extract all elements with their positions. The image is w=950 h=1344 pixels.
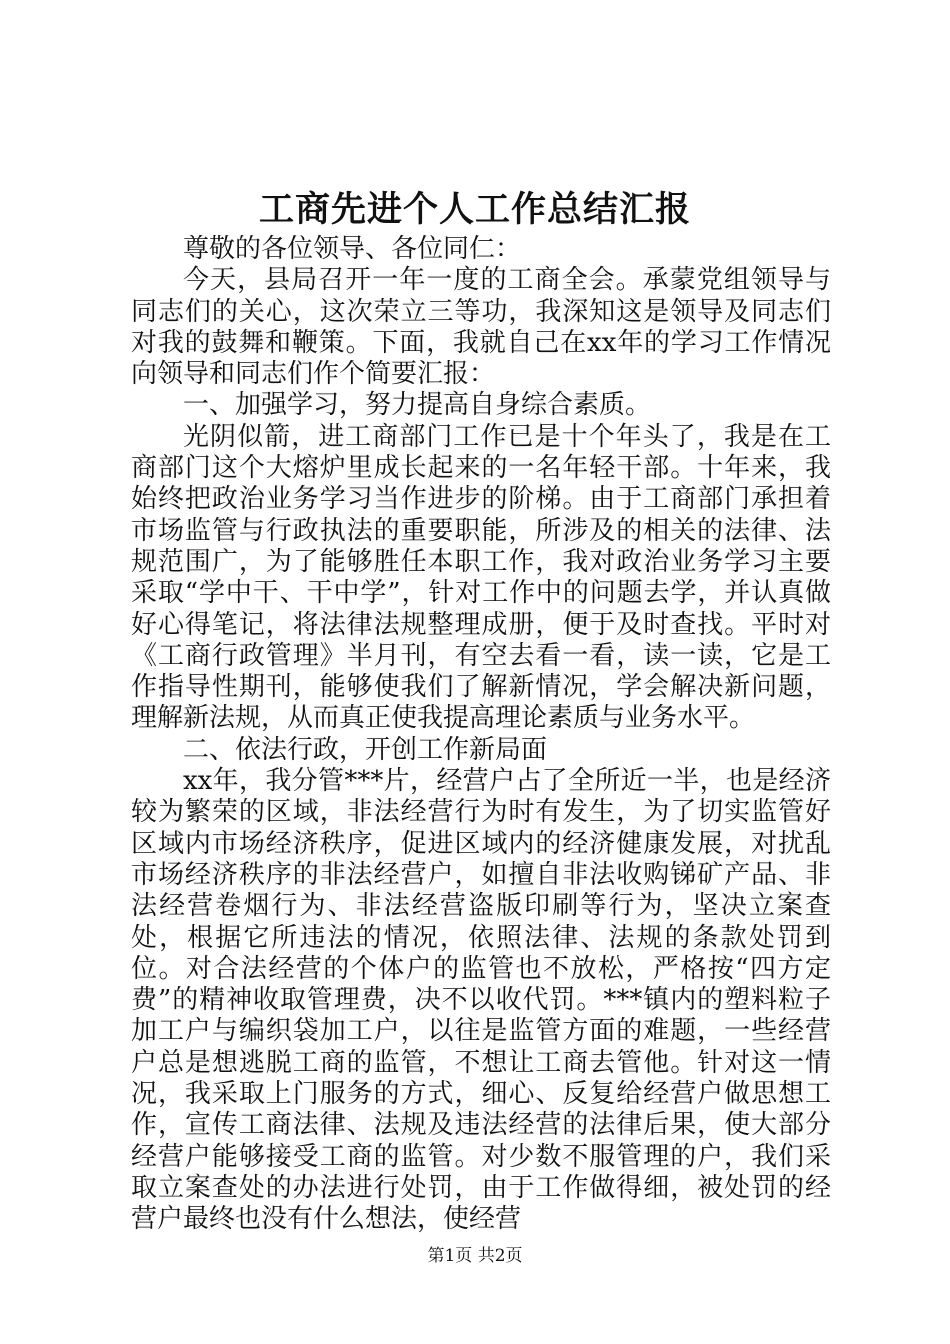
- page-number: 第1页 共2页: [427, 1246, 523, 1266]
- salutation-paragraph: 尊敬的各位领导、各位同仁：: [183, 234, 522, 264]
- intro-paragraph: 今天，县局召开一年一度的工商全会。承蒙党组领导与同志们的关心，这次荣立三等功，我深知这是领导及同志们对我的鼓舞和鞭策。下面，我就自己在xx年的学习工作情况向领导和同志们作个简要汇报：: [131, 265, 831, 390]
- document-title: 工商先进个人工作总结汇报: [258, 189, 691, 230]
- section-1-paragraph: 光阴似箭，进工商部门工作已是十个年头了，我是在工商部门这个大熔炉里成长起来的一名年轻干部。十年来，我始终把政治业务学习当作进步的阶梯。由于工商部门承担着市场监管与行政执法的重要职能，所涉及的相关的法律、法规范围广，为了能够胜任本职工作，我对政治业务学习主要采取“学中干、干中学”，针对工作中的问题去学，并认真做好心得笔记，将法律法规整理成册，便于及时查找。平时对《工商行政管理》半月刊，有空去看一看，读一读，它是工作指导性期刊，能够使我们了解新情况，学会解决新问题，理解新法规，从而真正使我提高理论素质与业务水平。: [131, 421, 831, 734]
- section-2-paragraph: xx年，我分管***片，经营户占了全所近一半，也是经济较为繁荣的区域，非法经营行为时有发生，为了切实监管好区域内市场经济秩序，促进区域内的经济健康发展，对扰乱市场经济秩序的非法经营户，如擅自非法收购锑矿产品、非法经营卷烟行为、非法经营盗版印刷等行为，坚决立案查处，根据它所违法的情况，依照法律、法规的条款处罚到位。对合法经营的个体户的监管也不放松，严格按“四方定费”的精神收取管理费，决不以收代罚。***镇内的塑料粒子加工户与编织袋加工户，以往是监管方面的难题，一些经营户总是想逃脱工商的监管，不想让工商去管他。针对这一情况，我采取上门服务的方式，细心、反复给经营户做思想工作，宣传工商法律、法规及违法经营的法律后果，使大部分经营户能够接受工商的监管。对少数不服管理的户，我们采取立案查处的办法进行处罚，由于工作做得细，被处罚的经营户最终也没有什么想法，使经营: [131, 766, 831, 1235]
- document-body: [131, 234, 831, 1236]
- section-heading-2: 二、依法行政，开创工作新局面: [183, 734, 548, 765]
- section-heading-1: 一、加强学习，努力提高自身综合素质。: [183, 390, 652, 421]
